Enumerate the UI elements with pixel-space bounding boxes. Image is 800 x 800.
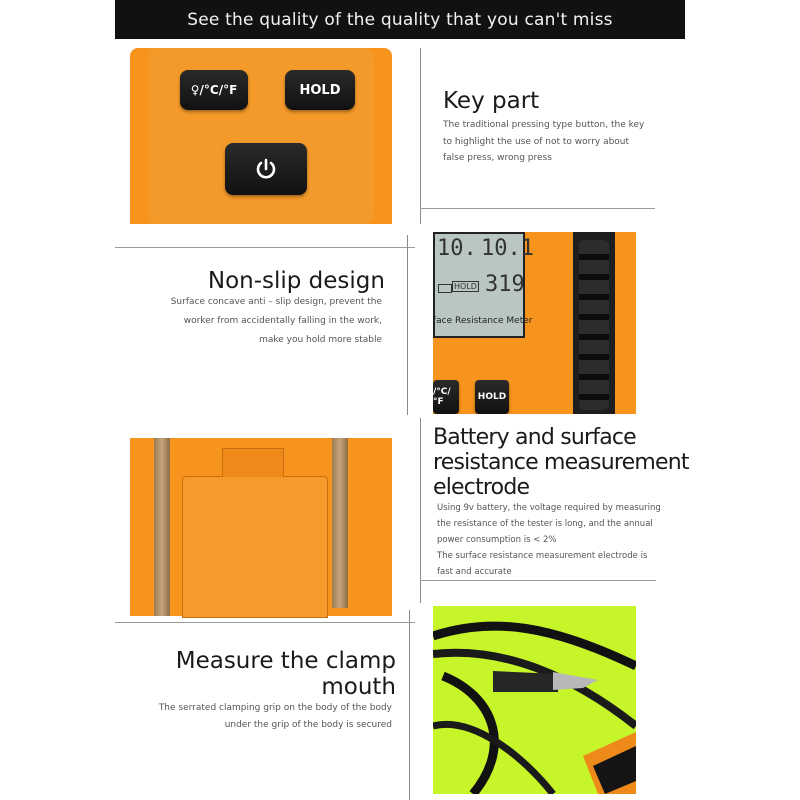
non-slip-desc-line: worker from accidentally falling in the work, bbox=[183, 316, 382, 326]
grip-ridges bbox=[579, 240, 609, 410]
key-part-desc-line: false press, wrong press bbox=[443, 153, 552, 163]
lower-unit-label: /°C/°F bbox=[433, 387, 451, 407]
divider-vertical-2 bbox=[407, 235, 408, 415]
divider-vertical-3 bbox=[420, 418, 421, 603]
lower-hold-button bbox=[475, 380, 509, 414]
non-slip-desc-line: make you hold more stable bbox=[259, 335, 382, 345]
battery-title bbox=[433, 425, 689, 500]
clamp-description bbox=[159, 700, 392, 734]
grip-strip bbox=[573, 232, 615, 414]
power-button bbox=[225, 143, 307, 195]
battery-desc-line: power consumption is < 2% bbox=[437, 535, 557, 545]
divider-horizontal-1 bbox=[420, 208, 655, 209]
key-part-description bbox=[443, 117, 644, 167]
power-icon bbox=[254, 157, 278, 181]
key-part-title: Key part bbox=[443, 88, 540, 114]
non-slip-description bbox=[171, 293, 382, 350]
battery-description bbox=[437, 500, 661, 580]
top-banner bbox=[115, 0, 685, 39]
clamp-desc-line: under the grip of the body is secured bbox=[224, 720, 392, 730]
device-buttons-photo bbox=[130, 48, 392, 224]
divider-vertical-4 bbox=[409, 610, 410, 800]
battery-desc-line: the resistance of the tester is long, and the annual bbox=[437, 519, 653, 529]
battery-indicator-icon bbox=[438, 284, 452, 293]
clamp-desc-line: The serrated clamping grip on the body of the body bbox=[158, 703, 392, 713]
battery-cover-photo bbox=[130, 438, 392, 616]
lower-hold-label: HOLD bbox=[477, 392, 507, 402]
battery-title-line: resistance measurement bbox=[433, 450, 689, 475]
lcd-top-left-digits: 10. bbox=[437, 236, 477, 261]
clamp-cable-illustration bbox=[433, 606, 636, 794]
unit-toggle-button bbox=[180, 70, 248, 110]
divider-horizontal-3 bbox=[420, 580, 656, 581]
key-part-desc-line: to highlight the use of not to worry about bbox=[443, 136, 630, 147]
lcd-top-right-digits: 10.1 bbox=[481, 236, 534, 261]
divider-horizontal-2 bbox=[115, 247, 415, 248]
battery-title-line: electrode bbox=[433, 475, 530, 500]
clamp-title bbox=[176, 648, 396, 700]
clamp-title-line: Measure the clamp bbox=[175, 648, 396, 674]
lcd-hold-indicator: HOLD bbox=[454, 282, 477, 291]
battery-title-line: Battery and surface bbox=[433, 425, 636, 450]
lcd-reading: 319 bbox=[485, 272, 525, 297]
device-display-photo bbox=[433, 232, 636, 414]
electrode-right bbox=[332, 438, 348, 608]
lower-unit-button bbox=[433, 380, 459, 414]
hold-button-label: HOLD bbox=[299, 82, 341, 98]
unit-toggle-label: ♀/°C/°F bbox=[190, 83, 238, 97]
non-slip-title: Non-slip design bbox=[207, 268, 385, 294]
battery-desc-line: fast and accurate bbox=[437, 567, 512, 577]
divider-horizontal-4 bbox=[115, 622, 415, 623]
battery-cover-latch bbox=[222, 448, 284, 477]
banner-text: See the quality of the quality that you can't miss bbox=[187, 9, 613, 30]
clamp-photo bbox=[433, 606, 636, 794]
non-slip-desc-line: Surface concave anti – slip design, prevent the bbox=[170, 297, 382, 307]
key-part-desc-line: The traditional pressing type button, the key bbox=[443, 120, 645, 130]
electrode-left bbox=[154, 438, 170, 616]
battery-cover bbox=[182, 476, 328, 618]
hold-button bbox=[285, 70, 355, 110]
clamp-title-line: mouth bbox=[321, 674, 396, 700]
divider-vertical-1 bbox=[420, 48, 421, 224]
battery-desc-line: The surface resistance measurement electrode is bbox=[437, 551, 648, 561]
meter-label: face Resistance Meter bbox=[433, 316, 533, 326]
battery-desc-line: Using 9v battery, the voltage required by measuring bbox=[437, 503, 661, 513]
